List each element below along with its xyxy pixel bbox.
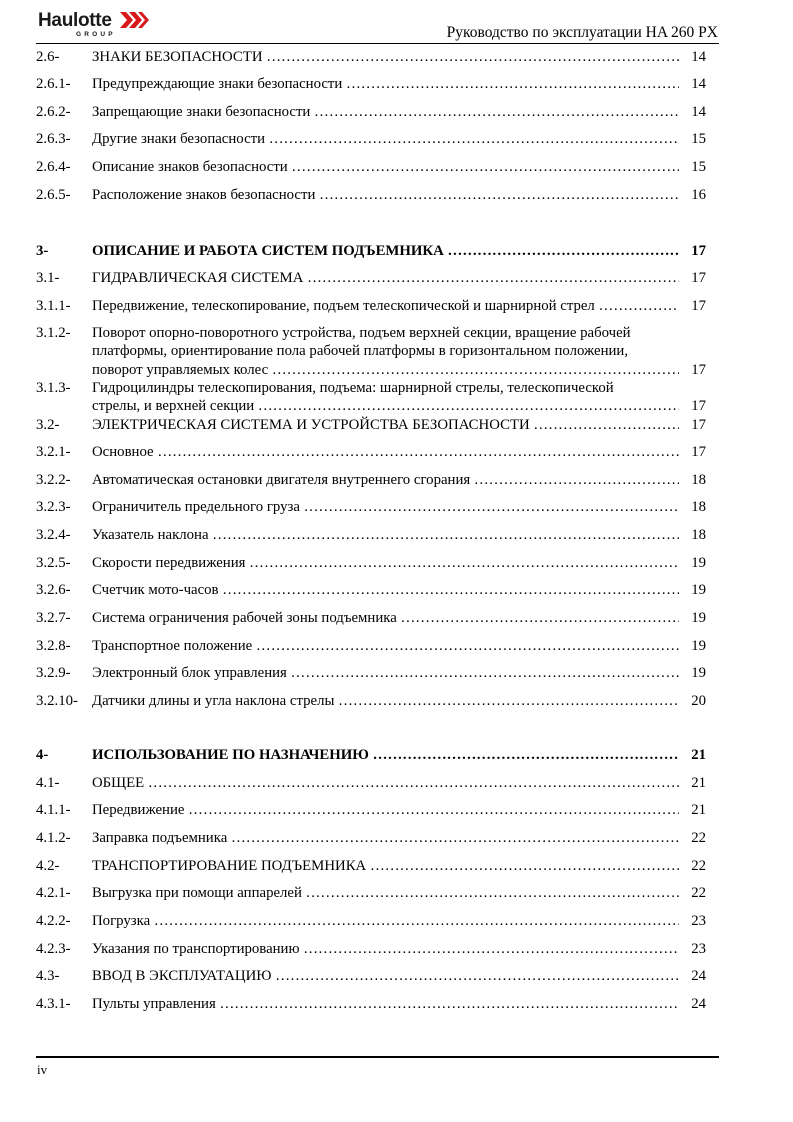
toc-title: ИСПОЛЬЗОВАНИЕ ПО НАЗНАЧЕНИЮ ……………………………………………………………………………………………………………………………………………………………………………………………… [92, 746, 679, 765]
toc-page: 16 [691, 187, 706, 203]
toc-page: 21 [691, 775, 706, 791]
toc-page: 20 [691, 693, 706, 709]
toc-number: 3.1.1- [36, 298, 71, 314]
toc-title: Указания по транспортированию ……………………………………………………………………………………………………………………………………………………………………………………………… [92, 940, 679, 959]
toc-number: 3.2.9- [36, 665, 71, 681]
toc-number: 2.6.1- [36, 76, 71, 92]
toc-number: 4.3.1- [36, 996, 71, 1012]
toc-title: Указатель наклона ……………………………………………………………………………………………………………………………………………………………………………………………… [92, 526, 679, 545]
toc-number: 2.6.5- [36, 187, 71, 203]
toc-page: 17 [691, 417, 706, 433]
toc-number: 4.1- [36, 775, 60, 791]
toc-page: 15 [691, 131, 706, 147]
toc-page: 17 [691, 398, 706, 415]
toc-page: 14 [691, 104, 706, 120]
toc-entry[interactable] [36, 324, 720, 379]
toc-title: Основное ……………………………………………………………………………………………………………………………………………………………………………………………… [92, 443, 679, 462]
toc-title: Расположение знаков безопасности ……………………………………………………………………………………………………………………………………………………………………………………………… [92, 186, 679, 205]
toc-number: 3.1- [36, 270, 60, 286]
toc-page: 18 [691, 472, 706, 488]
toc-title: Пульты управления ……………………………………………………………………………………………………………………………………………………………………………………………… [92, 995, 679, 1014]
toc-title: Система ограничения рабочей зоны подъемника ……………………………………………………………………………………………………………………………………………………………………………………………… [92, 609, 679, 628]
toc-page: 17 [691, 361, 706, 378]
header-rule [36, 43, 719, 44]
toc-page: 22 [691, 858, 706, 874]
toc-title: Счетчик мото-часов ……………………………………………………………………………………………………………………………………………………………………………………………… [92, 581, 679, 600]
toc-page: 15 [691, 159, 706, 175]
toc-title [92, 379, 679, 416]
haulotte-logo [38, 10, 158, 46]
toc-title: Транспортное положение ……………………………………………………………………………………………………………………………………………………………………………………………… [92, 637, 679, 656]
toc-number: 4.2- [36, 858, 60, 874]
toc-title: Электронный блок управления ……………………………………………………………………………………………………………………………………………………………………………………………… [92, 664, 679, 683]
toc-page: 18 [691, 499, 706, 515]
toc-title: ЭЛЕКТРИЧЕСКАЯ СИСТЕМА И УСТРОЙСТВА БЕЗОПАСНОСТИ ……………………………………………………………………………………………………………………………………………………………………………………………… [92, 416, 679, 435]
toc-title [92, 324, 679, 379]
toc-title-line: платформы, ориентирование пола рабочей платформы в горизонтальном положении, [92, 343, 629, 360]
toc-number: 2.6.3- [36, 131, 71, 147]
toc-title-line: Гидроцилиндры телескопирования, подъема: шарнирной стрелы, телескопической [92, 380, 614, 396]
brand-name: Haulotte [38, 10, 112, 31]
toc-page: 19 [691, 610, 706, 626]
toc-number: 3.1.2- [36, 325, 71, 341]
toc-number: 3.1.3- [36, 380, 71, 396]
toc-number: 3- [36, 243, 49, 259]
toc-number: 4.1.2- [36, 830, 71, 846]
toc-title: Заправка подъемника ……………………………………………………………………………………………………………………………………………………………………………………………… [92, 829, 679, 848]
toc-number: 3.2.3- [36, 499, 71, 515]
toc-title: ТРАНСПОРТИРОВАНИЕ ПОДЪЕМНИКА ……………………………………………………………………………………………………………………………………………………………………………………………… [92, 857, 679, 876]
toc-title: Передвижение, телескопирование, подъем телескопической и шарнирной стрел ……………………………………………………………………………………………………………………………………………………………………………………………… [92, 297, 679, 316]
toc-title: ВВОД В ЭКСПЛУАТАЦИЮ ……………………………………………………………………………………………………………………………………………………………………………………………… [92, 967, 679, 986]
footer-rule [36, 1056, 719, 1058]
toc-number: 3.2.2- [36, 472, 71, 488]
toc-page: 24 [691, 996, 706, 1012]
toc-page: 23 [691, 941, 706, 957]
toc-page: 17 [691, 298, 706, 314]
toc-page: 21 [691, 802, 706, 818]
toc-number: 4.1.1- [36, 802, 71, 818]
toc-title: Погрузка ……………………………………………………………………………………………………………………………………………………………………………………………… [92, 912, 679, 931]
toc-page: 21 [691, 747, 706, 763]
toc-number: 3.2- [36, 417, 60, 433]
toc-number: 2.6.2- [36, 104, 71, 120]
toc-title: Запрещающие знаки безопасности ……………………………………………………………………………………………………………………………………………………………………………………………… [92, 103, 679, 122]
toc-number: 3.2.8- [36, 638, 71, 654]
toc-title-line: Поворот опорно-поворотного устройства, подъем верхней секции, вращение рабочей [92, 325, 631, 341]
toc-number: 2.6- [36, 49, 60, 65]
toc-title: ОБЩЕЕ ……………………………………………………………………………………………………………………………………………………………………………………………… [92, 774, 679, 793]
toc-title-line: стрелы, и верхней секции ……………………………………………………………………………………………………………………………………………………………………………………………… [92, 397, 679, 415]
chevrons-icon [120, 12, 150, 28]
toc-page: 19 [691, 665, 706, 681]
toc-page: 14 [691, 49, 706, 65]
toc-number: 3.2.10- [36, 693, 78, 709]
toc-title: ЗНАКИ БЕЗОПАСНОСТИ ……………………………………………………………………………………………………………………………………………………………………………………………… [92, 48, 679, 67]
toc-title: Другие знаки безопасности ……………………………………………………………………………………………………………………………………………………………………………………………… [92, 130, 679, 149]
toc-title: ОПИСАНИЕ И РАБОТА СИСТЕМ ПОДЪЕМНИКА ……………………………………………………………………………………………………………………………………………………………………………………………… [92, 242, 679, 261]
page-number: iv [37, 1062, 48, 1077]
toc-page: 23 [691, 913, 706, 929]
toc-entry[interactable] [36, 379, 720, 416]
toc-page: 24 [691, 968, 706, 984]
toc-title-line: поворот управляемых колес ……………………………………………………………………………………………………………………………………………………………………………………………… [92, 361, 679, 379]
toc-title: Предупреждающие знаки безопасности ……………………………………………………………………………………………………………………………………………………………………………………………… [92, 75, 679, 94]
toc-number: 4.3- [36, 968, 60, 984]
toc-title: Передвижение ……………………………………………………………………………………………………………………………………………………………………………………………… [92, 801, 679, 820]
manual-title: Руководство по эксплуатации HA 260 PX [446, 24, 718, 41]
toc-page: 22 [691, 885, 706, 901]
toc-number: 4- [36, 747, 49, 763]
toc-page: 19 [691, 638, 706, 654]
toc-title: Описание знаков безопасности ……………………………………………………………………………………………………………………………………………………………………………………………… [92, 158, 679, 177]
toc-number: 3.2.5- [36, 555, 71, 571]
toc-number: 3.2.1- [36, 444, 71, 460]
toc-page: 17 [691, 444, 706, 460]
toc-page: 19 [691, 582, 706, 598]
brand-subtitle: GROUP [76, 31, 116, 38]
toc-number: 3.2.6- [36, 582, 71, 598]
toc-page: 19 [691, 555, 706, 571]
toc-title: Ограничитель предельного груза ……………………………………………………………………………………………………………………………………………………………………………………………… [92, 498, 679, 517]
toc-title: Датчики длины и угла наклона стрелы ……………………………………………………………………………………………………………………………………………………………………………………………… [92, 692, 679, 711]
toc-number: 4.2.3- [36, 941, 71, 957]
toc-title: Автоматическая остановки двигателя внутреннего сгорания ……………………………………………………………………………………………………………………………………………………………………………………………… [92, 471, 679, 490]
toc-title: Выгрузка при помощи аппарелей ……………………………………………………………………………………………………………………………………………………………………………………………… [92, 884, 679, 903]
toc-number: 2.6.4- [36, 159, 71, 175]
toc-number: 3.2.4- [36, 527, 71, 543]
toc-page: 18 [691, 527, 706, 543]
toc-title: Скорости передвижения ……………………………………………………………………………………………………………………………………………………………………………………………… [92, 554, 679, 573]
toc-number: 4.2.2- [36, 913, 71, 929]
toc-title: ГИДРАВЛИЧЕСКАЯ СИСТЕМА ……………………………………………………………………………………………………………………………………………………………………………………………… [92, 269, 679, 288]
toc-page: 14 [691, 76, 706, 92]
toc-page: 22 [691, 830, 706, 846]
toc-number: 3.2.7- [36, 610, 71, 626]
toc-number: 4.2.1- [36, 885, 71, 901]
toc-page: 17 [691, 270, 706, 286]
toc-page: 17 [691, 243, 706, 259]
